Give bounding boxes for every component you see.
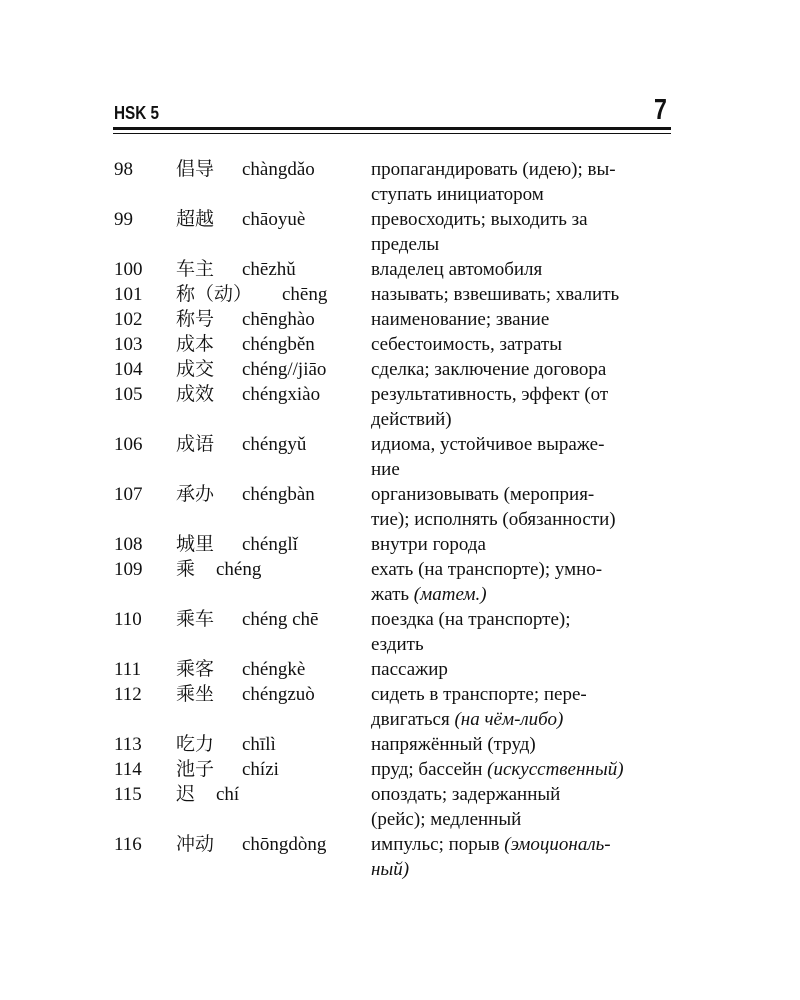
entry-translation xyxy=(371,257,671,282)
entry-translation xyxy=(371,357,671,382)
entry-hanzi: 乘车 xyxy=(176,608,215,630)
entry-hanzi: 超越 xyxy=(176,208,215,230)
translation-line xyxy=(371,857,671,882)
translation-text: пруд; бассейн xyxy=(371,759,488,780)
translation-line xyxy=(371,532,671,557)
entry-hanzi: 冲动 xyxy=(176,833,215,855)
entry-translation xyxy=(371,382,671,432)
translation-text: импульс; порыв xyxy=(371,834,505,855)
entry-translation xyxy=(371,532,671,557)
translation-line xyxy=(371,332,671,357)
entry-number: 106 xyxy=(114,434,143,455)
entry-pinyin: chéngyǔ xyxy=(242,434,307,455)
entry-number: 114 xyxy=(114,759,142,780)
entry-pinyin: chí xyxy=(216,784,240,805)
entry-pinyin: chéng xyxy=(216,559,262,580)
entry-pinyin: chōngdòng xyxy=(242,834,327,855)
translation-line xyxy=(371,682,671,707)
entry-number: 105 xyxy=(114,384,143,405)
entry-hanzi: 称（动） xyxy=(176,283,253,305)
translation-line xyxy=(371,482,671,507)
translation-text: пределы xyxy=(371,234,440,255)
entry-pinyin: chàngdǎo xyxy=(242,159,315,180)
entry-hanzi: 乘 xyxy=(176,558,196,580)
entry-number: 104 xyxy=(114,359,143,380)
translation-line xyxy=(371,257,671,282)
translation-line xyxy=(371,632,671,657)
translation-note: (на чём-либо) xyxy=(454,709,564,730)
entry-number: 109 xyxy=(114,559,143,580)
entry-translation xyxy=(371,607,671,657)
entry-hanzi: 城里 xyxy=(176,533,215,555)
entry-pinyin: chéngbàn xyxy=(242,484,315,505)
translation-line xyxy=(371,657,671,682)
translation-line xyxy=(371,232,671,257)
entry-pinyin: chéngzuò xyxy=(242,684,315,705)
translation-text: ехать (на транспорте); умно- xyxy=(371,559,603,580)
translation-note: (искусственный) xyxy=(487,759,624,780)
entry-hanzi: 乘客 xyxy=(176,658,215,680)
entry-translation xyxy=(371,682,671,732)
entry-number: 98 xyxy=(114,159,133,180)
entry-translation xyxy=(371,332,671,357)
translation-text: опоздать; задержанный xyxy=(371,784,561,805)
translation-line xyxy=(371,357,671,382)
translation-text: ние xyxy=(371,459,400,480)
translation-text: поездка (на транспорте); xyxy=(371,609,571,630)
translation-line xyxy=(371,382,671,407)
translation-line xyxy=(371,832,671,857)
translation-text: сделка; заключение договора xyxy=(371,359,607,380)
translation-line xyxy=(371,157,671,182)
entry-hanzi: 成语 xyxy=(176,433,215,455)
entry-number: 101 xyxy=(114,284,143,305)
entry-hanzi: 成效 xyxy=(176,383,215,405)
translation-line xyxy=(371,407,671,432)
translation-line xyxy=(371,207,671,232)
entry-translation xyxy=(371,732,671,757)
entry-number: 111 xyxy=(114,659,142,680)
entry-hanzi: 乘坐 xyxy=(176,683,215,705)
translation-text: пассажир xyxy=(371,659,448,680)
entry-translation xyxy=(371,307,671,332)
translation-line xyxy=(371,582,671,607)
translation-line xyxy=(371,307,671,332)
header-rule-thick xyxy=(113,127,671,130)
entry-translation xyxy=(371,657,671,682)
entry-hanzi: 成本 xyxy=(176,333,215,355)
translation-note: (эмоциональ- xyxy=(504,834,611,855)
entry-hanzi: 迟 xyxy=(176,783,196,805)
entry-number: 115 xyxy=(114,784,142,805)
translation-line xyxy=(371,182,671,207)
translation-text: напряжённый (труд) xyxy=(371,734,536,755)
entry-number: 103 xyxy=(114,334,143,355)
header-rule-thin xyxy=(113,133,671,134)
translation-text: владелец автомобиля xyxy=(371,259,543,280)
translation-text: (рейс); медленный xyxy=(371,809,522,830)
entry-translation xyxy=(371,282,671,307)
translation-line xyxy=(371,282,671,307)
translation-text: превосходить; выходить за xyxy=(371,209,588,230)
translation-line xyxy=(371,457,671,482)
translation-line xyxy=(371,507,671,532)
translation-note: (матем.) xyxy=(413,584,487,605)
header-title: HSK 5 xyxy=(114,103,160,123)
translation-line xyxy=(371,557,671,582)
entry-pinyin: chéngkè xyxy=(242,659,306,680)
entry-number: 102 xyxy=(114,309,143,330)
translation-text: результативность, эффект (от xyxy=(371,384,609,405)
entry-pinyin: chēzhǔ xyxy=(242,259,296,280)
entry-translation xyxy=(371,782,671,832)
page-number: 7 xyxy=(654,94,667,126)
entry-number: 108 xyxy=(114,534,143,555)
translation-line xyxy=(371,607,671,632)
entry-translation xyxy=(371,757,671,782)
entry-number: 107 xyxy=(114,484,143,505)
entry-pinyin: chéng//jiāo xyxy=(242,359,327,380)
entry-pinyin: chēnghào xyxy=(242,309,315,330)
translation-line xyxy=(371,807,671,832)
entry-hanzi: 车主 xyxy=(176,258,215,280)
translation-text: идиома, устойчивое выраже- xyxy=(371,434,605,455)
entry-number: 113 xyxy=(114,734,142,755)
entry-pinyin: chéngběn xyxy=(242,334,315,355)
translation-text: ступать инициатором xyxy=(371,184,544,205)
entry-translation xyxy=(371,557,671,607)
entry-number: 110 xyxy=(114,609,142,630)
translation-note: ный) xyxy=(371,859,410,880)
entry-hanzi: 池子 xyxy=(176,758,215,780)
entry-pinyin: chénglǐ xyxy=(242,534,298,555)
translation-text: двигаться xyxy=(371,709,455,730)
translation-line xyxy=(371,757,671,782)
translation-text: внутри города xyxy=(371,534,486,555)
entry-pinyin: chīlì xyxy=(242,734,276,755)
entry-number: 116 xyxy=(114,834,142,855)
entry-hanzi: 称号 xyxy=(176,308,215,330)
translation-line xyxy=(371,432,671,457)
translation-line xyxy=(371,732,671,757)
entry-pinyin: chéng chē xyxy=(242,609,319,630)
translation-line xyxy=(371,707,671,732)
translation-text: тие); исполнять (обязанности) xyxy=(371,509,616,530)
entry-translation xyxy=(371,207,671,257)
entry-translation xyxy=(371,432,671,482)
translation-text: себестоимость, затраты xyxy=(371,334,562,355)
entry-hanzi: 成交 xyxy=(176,358,215,380)
entry-translation xyxy=(371,157,671,207)
entry-pinyin: chāoyuè xyxy=(242,209,306,230)
translation-line xyxy=(371,782,671,807)
translation-text: называть; взвешивать; хвалить xyxy=(371,284,620,305)
translation-text: пропагандировать (идею); вы- xyxy=(371,159,616,180)
entry-hanzi: 倡导 xyxy=(176,158,215,180)
entry-pinyin: chéngxiào xyxy=(242,384,321,405)
entry-pinyin: chízi xyxy=(242,759,279,780)
entry-number: 99 xyxy=(114,209,133,230)
translation-text: наименование; звание xyxy=(371,309,550,330)
translation-text: жать xyxy=(371,584,414,605)
entry-number: 100 xyxy=(114,259,143,280)
entry-pinyin: chēng xyxy=(282,284,328,305)
translation-text: ездить xyxy=(371,634,424,655)
entry-hanzi: 承办 xyxy=(176,483,215,505)
entry-translation xyxy=(371,482,671,532)
translation-text: организовывать (мероприя- xyxy=(371,484,595,505)
translation-text: действий) xyxy=(371,409,452,430)
translation-text: сидеть в транспорте; пере- xyxy=(371,684,587,705)
entry-number: 112 xyxy=(114,684,142,705)
entry-hanzi: 吃力 xyxy=(176,733,215,755)
entry-translation xyxy=(371,832,671,882)
